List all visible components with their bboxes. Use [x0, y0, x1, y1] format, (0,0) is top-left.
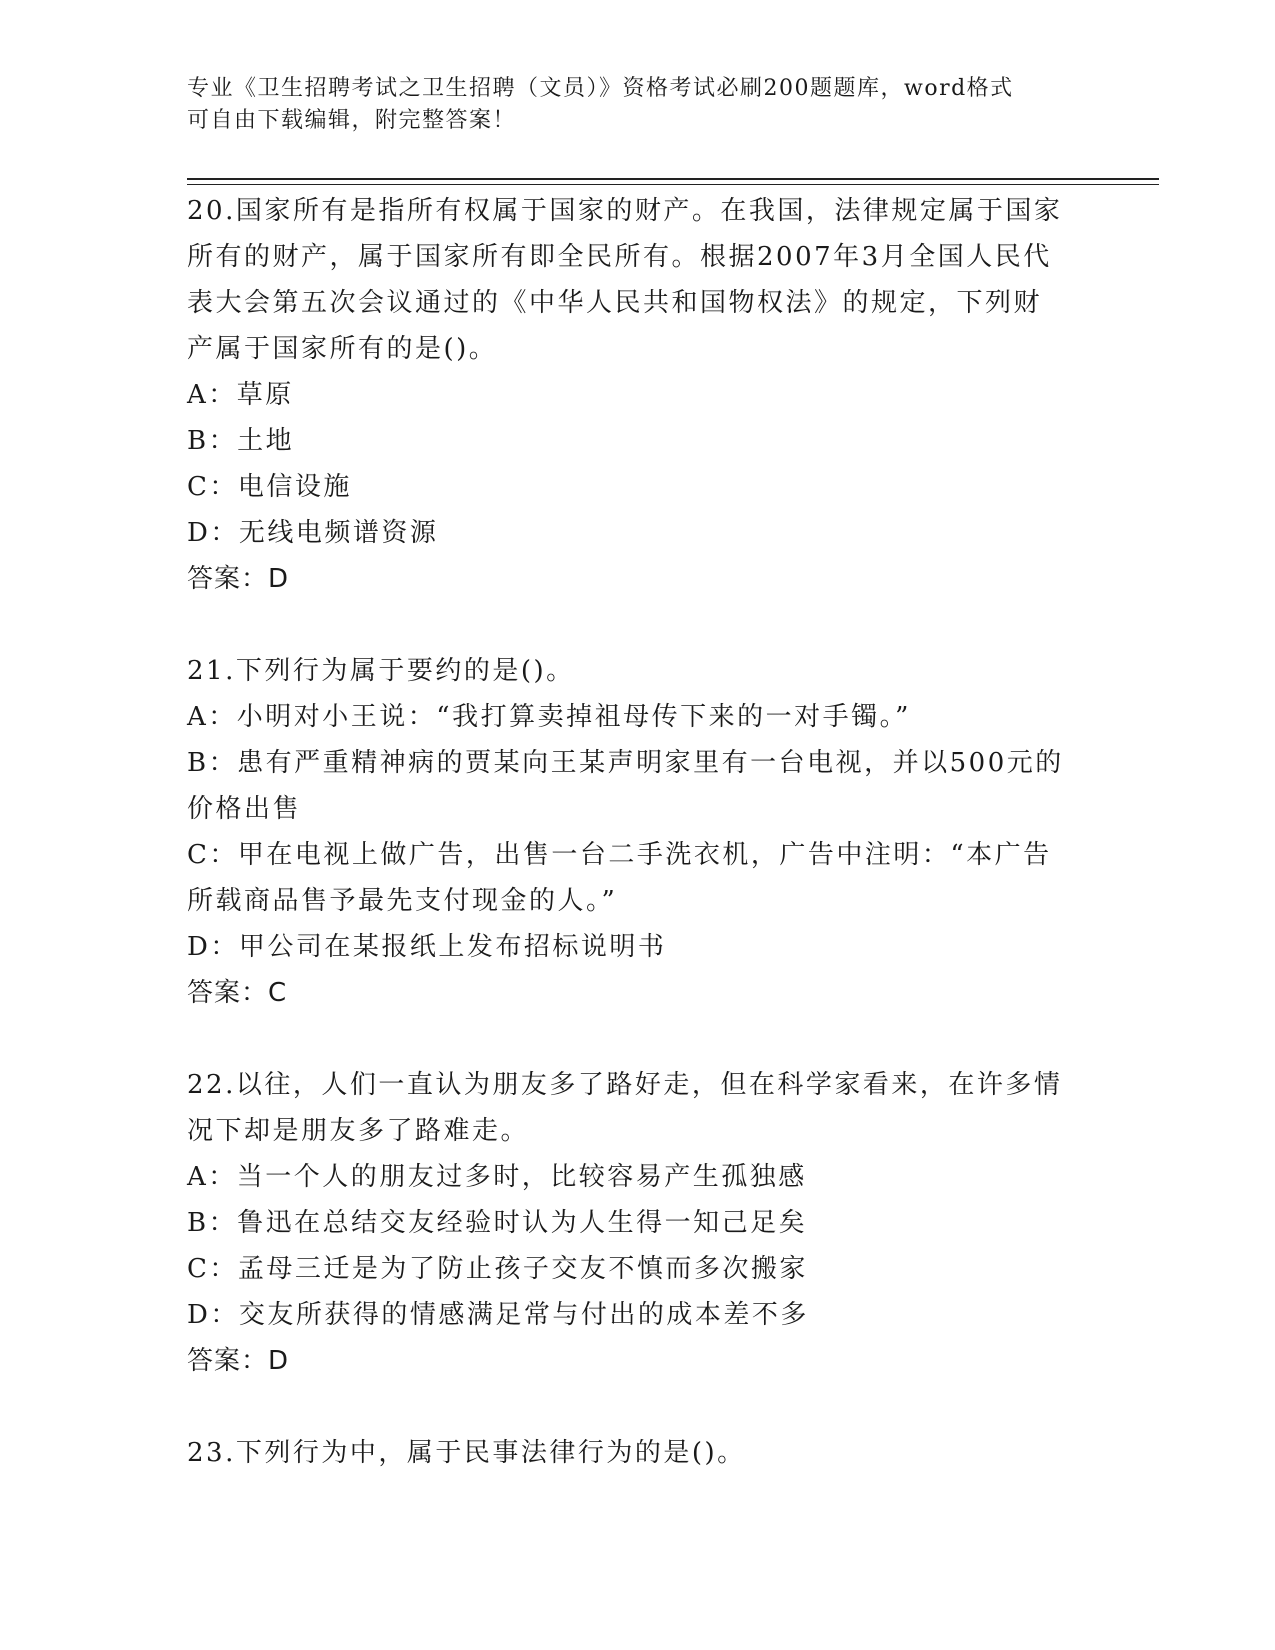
question-23 — [187, 1430, 1087, 1476]
question-list — [187, 188, 1087, 1476]
question-stem-line: 20.国家所有是指所有权属于国家的财产。在我国，法律规定属于国家 — [187, 196, 1063, 226]
option-b-continued: 价格出售 — [187, 794, 302, 824]
option-b: B：患有严重精神病的贾某向王某声明家里有一台电视，并以500元的 — [187, 748, 1064, 778]
question-stem-line: 所有的财产，属于国家所有即全民所有。根据2007年3月全国人民代 — [187, 242, 1052, 272]
question-stem-line: 表大会第五次会议通过的《中华人民共和国物权法》的规定，下列财 — [187, 288, 1043, 318]
answer-label: 答案：D — [187, 564, 290, 594]
option-a: A：草原 — [187, 380, 294, 410]
question-stem-line: 21.下列行为属于要约的是()。 — [187, 656, 575, 686]
answer-label: 答案：C — [187, 978, 288, 1008]
document-header — [187, 73, 1067, 137]
header-divider-thin — [187, 184, 1159, 185]
question-stem-line: 22.以往，人们一直认为朋友多了路好走，但在科学家看来，在许多情 — [187, 1070, 1063, 1100]
header-line-1: 专业《卫生招聘考试之卫生招聘（文员）》资格考试必刷200题题库，word格式 — [187, 76, 1014, 101]
question-20 — [187, 188, 1087, 602]
option-d: D：交友所获得的情感满足常与付出的成本差不多 — [187, 1300, 809, 1330]
option-a: A：小明对小王说：“我打算卖掉祖母传下来的一对手镯。” — [187, 702, 911, 732]
option-c: C：甲在电视上做广告，出售一台二手洗衣机，广告中注明：“本广告 — [187, 840, 1052, 870]
option-c-continued: 所载商品售予最先支付现金的人。” — [187, 886, 618, 916]
option-a: A：当一个人的朋友过多时，比较容易产生孤独感 — [187, 1162, 807, 1192]
option-b: B：土地 — [187, 426, 295, 456]
spacer — [187, 1384, 1087, 1430]
question-22 — [187, 1062, 1087, 1384]
question-stem-line: 23.下列行为中，属于民事法律行为的是()。 — [187, 1438, 746, 1468]
answer-label: 答案：D — [187, 1346, 290, 1376]
question-21 — [187, 648, 1087, 1016]
option-b: B：鲁迅在总结交友经验时认为人生得一知己足矣 — [187, 1208, 808, 1238]
option-d: D：甲公司在某报纸上发布招标说明书 — [187, 932, 667, 962]
spacer — [187, 602, 1087, 648]
question-stem-line: 产属于国家所有的是()。 — [187, 334, 498, 364]
question-stem-line: 况下却是朋友多了路难走。 — [187, 1116, 530, 1146]
option-c: C：孟母三迁是为了防止孩子交友不慎而多次搬家 — [187, 1254, 808, 1284]
option-c: C：电信设施 — [187, 472, 352, 502]
header-line-2: 可自由下载编辑，附完整答案！ — [187, 108, 517, 133]
option-d: D：无线电频谱资源 — [187, 518, 439, 548]
spacer — [187, 1016, 1087, 1062]
header-divider-thick — [187, 178, 1159, 180]
